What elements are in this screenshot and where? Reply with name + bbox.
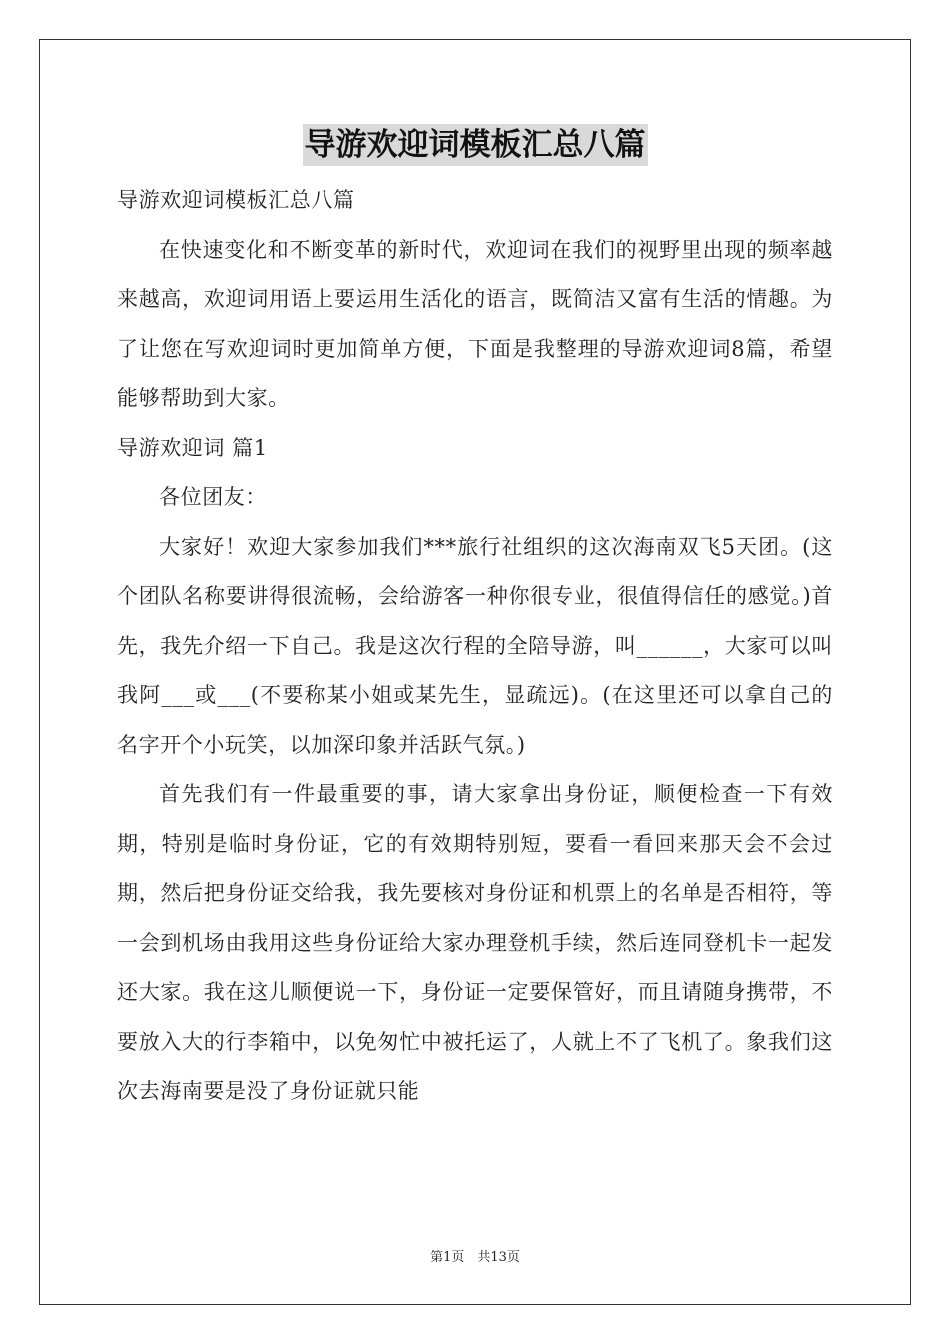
paragraph: 各位团友： — [159, 485, 267, 509]
page-number-label: 第1页 共13页 — [430, 1250, 520, 1265]
paragraph: 导游欢迎词模板汇总八篇 — [117, 188, 355, 212]
paragraph: 大家好！欢迎大家参加我们***旅行社组织的这次海南双飞5天团。(这个团队名称要讲得很流畅，会给游客一种你很专业，很值得信任的感觉。)首先，我先介绍一下自己。我是这次行程的全陪导游，叫______，大家可以叫我阿___或___(不要称某小姐或某先生，显疏远)。(在这里还可以拿自己的名字开个小玩笑，以加深印象并活跃气氛。) — [117, 534, 833, 757]
document-title: 导游欢迎词模板汇总八篇 — [303, 124, 648, 166]
section-heading: 导游欢迎词 篇1 — [117, 435, 268, 460]
paragraph: 在快速变化和不断变革的新时代，欢迎词在我们的视野里出现的频率越来越高，欢迎词用语上要运用生活化的语言，既简洁又富有生活的情趣。为了让您在写欢迎词时更加简单方便，下面是我整理的导游欢迎词8篇，希望能够帮助到大家。 — [117, 237, 833, 410]
document-body — [117, 176, 833, 1117]
paragraph: 首先我们有一件最重要的事，请大家拿出身份证，顺便检查一下有效期，特别是临时身份证，它的有效期特别短，要看一看回来那天会不会过期，然后把身份证交给我，我先要核对身份证和机票上的名单是否相符，等一会到机场由我用这些身份证给大家办理登机手续，然后连同登机卡一起发还大家。我在这儿顺便说一下，身份证一定要保管好，而且请随身携带，不要放入大的行李箱中，以免匆忙中被托运了，人就上不了飞机了。象我们这次去海南要是没了身份证就只能 — [117, 782, 833, 1103]
title-container — [0, 124, 950, 166]
page-footer — [0, 1246, 950, 1265]
